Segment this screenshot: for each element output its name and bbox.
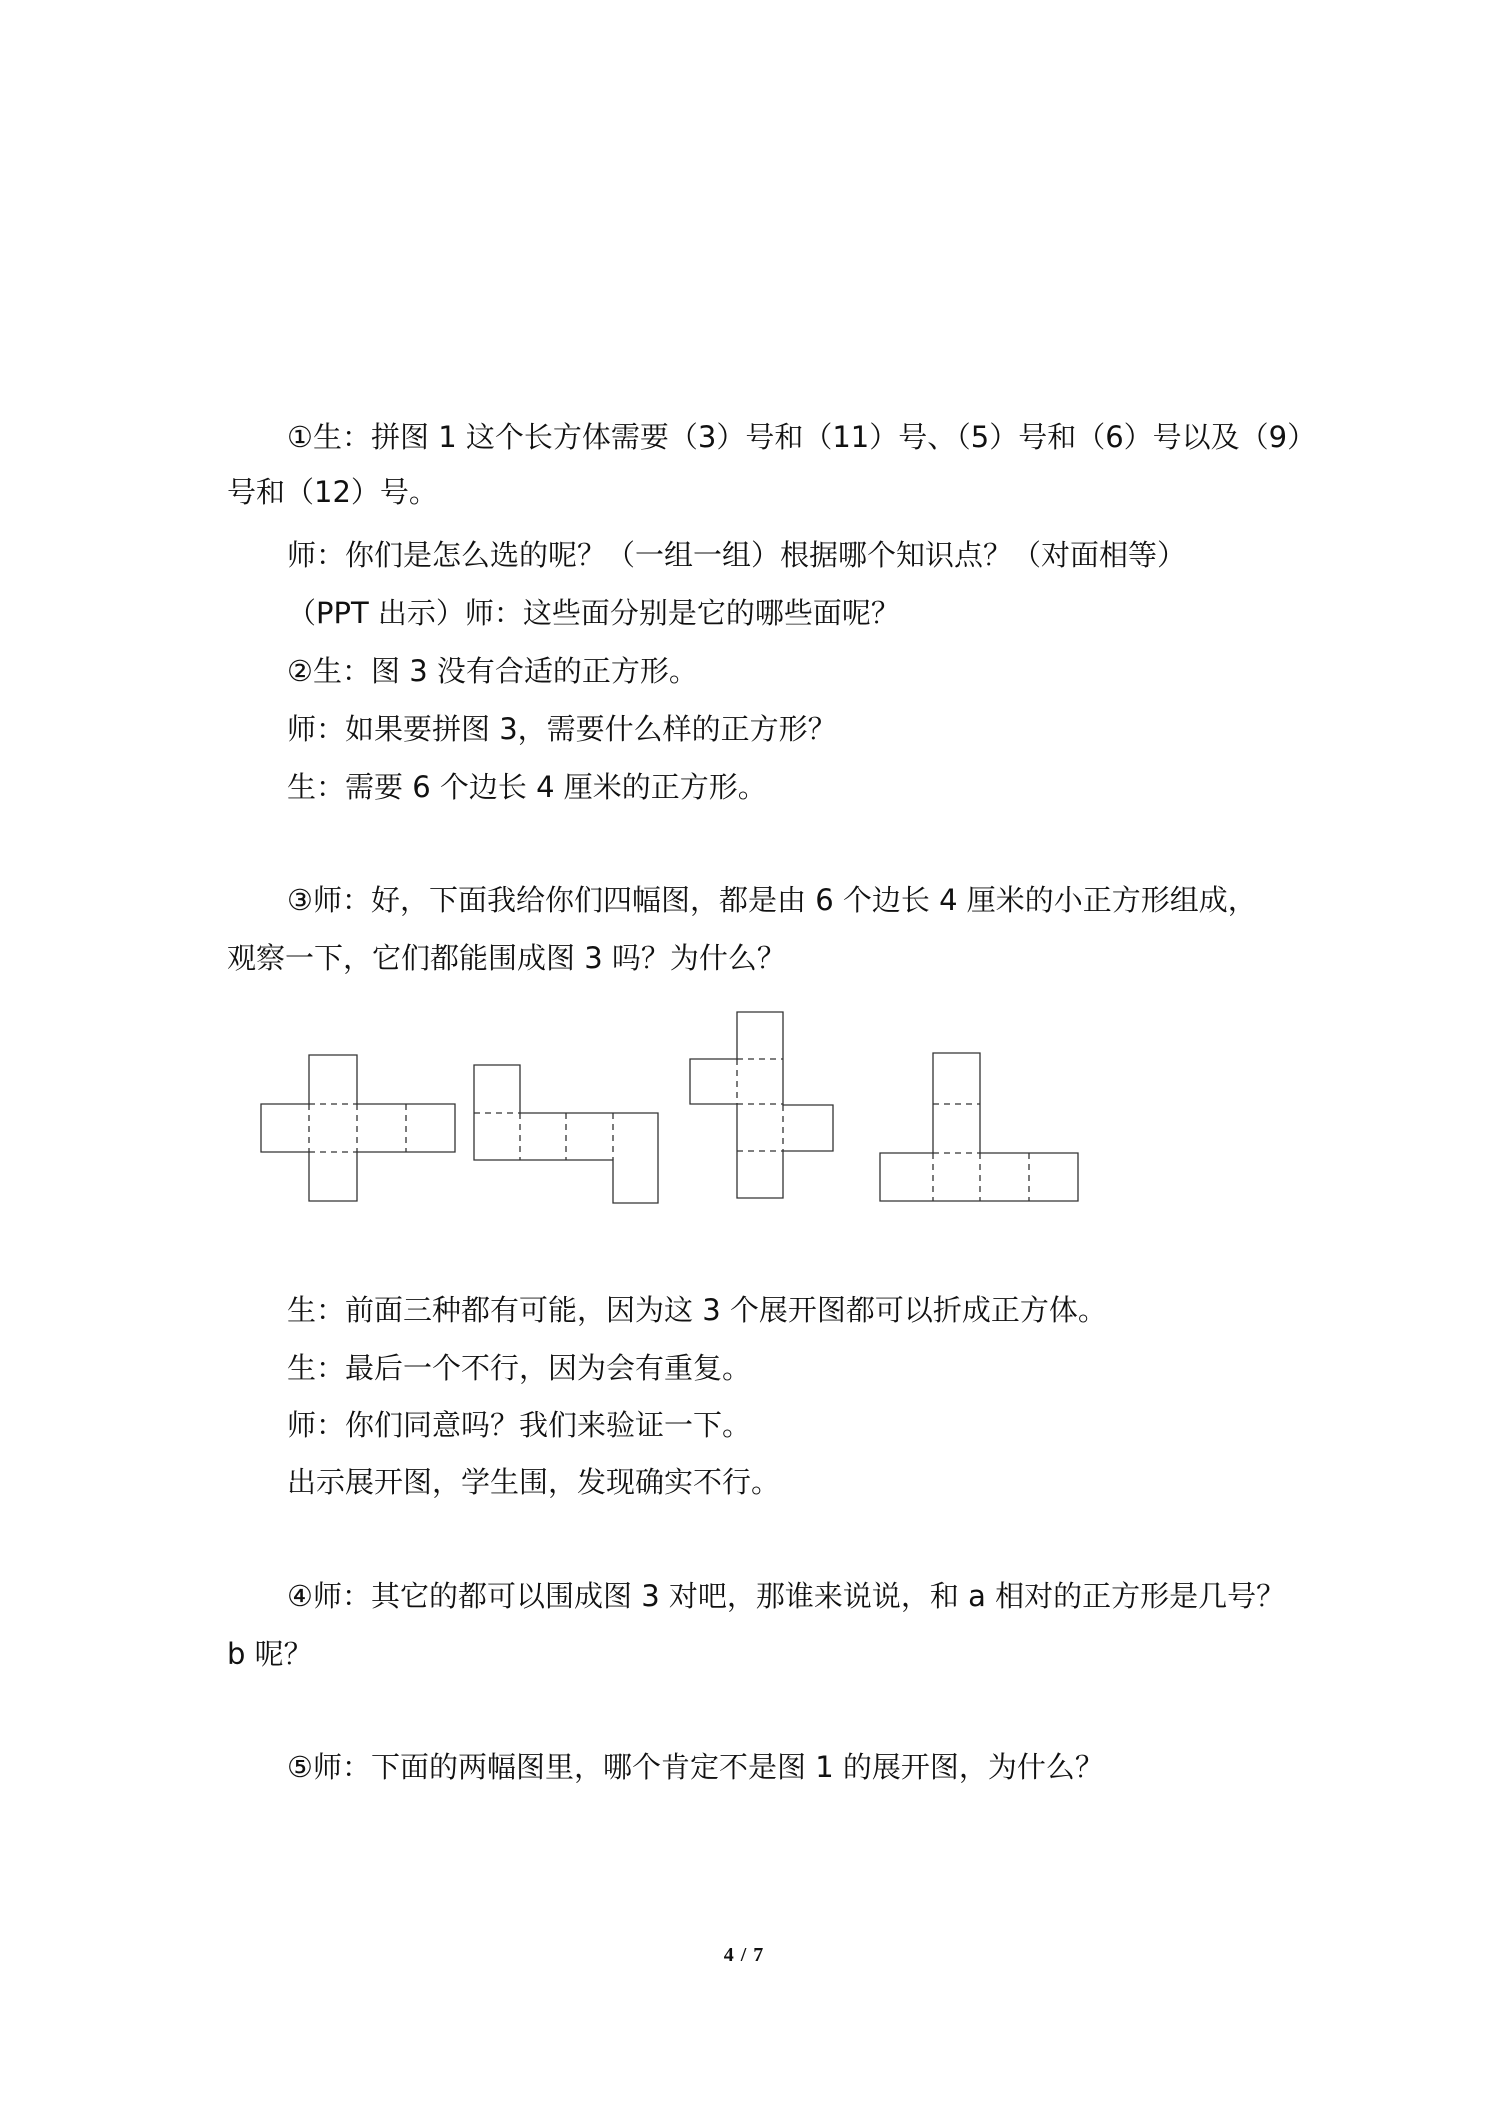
text-line: ④师：其它的都可以围成图 3 对吧，那谁来说说，和 a 相对的正方形是几号？	[287, 1579, 1286, 1613]
text-line: ③师：好，下面我给你们四幅图，都是由 6 个边长 4 厘米的小正方形组成，	[287, 883, 1257, 917]
text-line: 生：最后一个不行，因为会有重复。	[287, 1351, 752, 1385]
text-line: 师：如果要拼图 3，需要什么样的正方形？	[287, 712, 837, 746]
text-line: 生：需要 6 个边长 4 厘米的正方形。	[287, 770, 767, 804]
cube-net-cross	[261, 1055, 455, 1201]
cube-nets-svg	[255, 1000, 1155, 1215]
cube-nets-figure	[255, 1000, 1155, 1219]
text-line: 观察一下，它们都能围成图 3 吗？为什么？	[227, 941, 786, 975]
text-line: ②生：图 3 没有合适的正方形。	[287, 654, 698, 688]
text-line: 师：你们是怎么选的呢？（一组一组）根据哪个知识点？（对面相等）	[287, 538, 1187, 572]
text-line: b 呢？	[227, 1637, 313, 1671]
text-line: 号和（12）号。	[227, 475, 438, 509]
cube-net-t	[690, 1012, 833, 1198]
text-line: （PPT 出示）师：这些面分别是它的哪些面呢？	[287, 596, 900, 630]
text-line: ⑤师：下面的两幅图里，哪个肯定不是图 1 的展开图，为什么？	[287, 1750, 1104, 1784]
text-line: 出示展开图，学生围，发现确实不行。	[287, 1465, 781, 1499]
cube-net-step	[474, 1065, 658, 1203]
page-number: 4 / 7	[723, 1944, 765, 1966]
text-line: ①生：拼图 1 这个长方体需要（3）号和（11）号、（5）号和（6）号以及（9）	[287, 420, 1317, 454]
text-line: 生：前面三种都有可能，因为这 3 个展开图都可以折成正方体。	[287, 1293, 1107, 1327]
cube-net-invalid	[880, 1053, 1078, 1201]
text-line: 师：你们同意吗？我们来验证一下。	[287, 1408, 752, 1442]
